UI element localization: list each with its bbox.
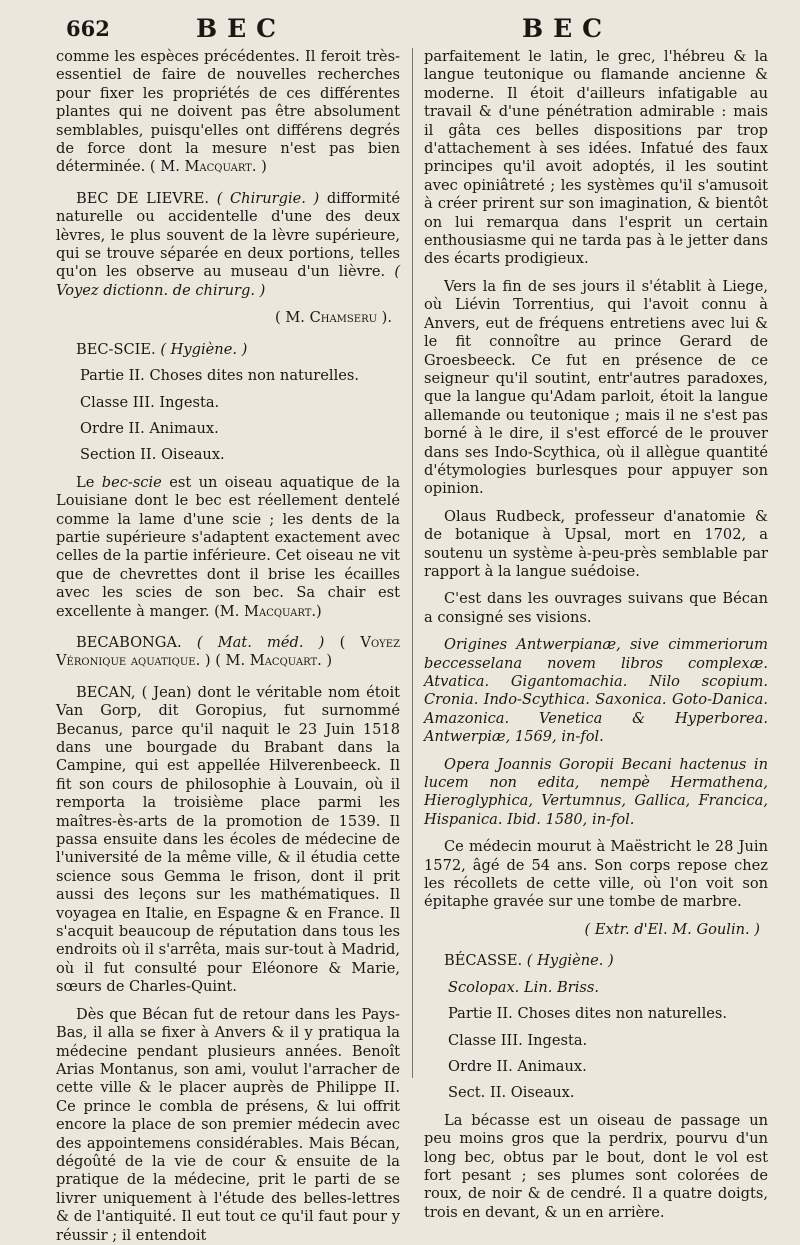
entry-text: La bécasse est un oiseau de passage un peu moins gros que la perdrix, pourvu d'un long bec, obtus par le bout, dont le vol est fort pesant ; ses plumes sont colorées de roux, de noir & de cendré. Il a quatre doigts, trois en devant, & un en arrière. — [424, 1111, 768, 1221]
entry-title: BEC DE LIEVRE. — [76, 189, 210, 207]
cross-reference: ( Voyez dictionn. de chirurg. ) — [56, 263, 401, 299]
author-credit — [56, 309, 400, 327]
continuation-text: comme les espèces précédentes. Il feroit très-essentiel de faire de nouvelles recherches pour fixer les propriétés de ces différentes plantes qui ne doivent pas être absolument semblables, puisqu'elles ont différens degrés de force dont la mesure n'est pas bien déterminée. — [56, 48, 400, 176]
bibliography-item — [424, 636, 768, 746]
entry-text: Vers la fin de ses jours il s'établit à Liege, où Liévin Torrentius, qui l'avoit connu à Anvers, eut de fréquens entretiens avec lui & le fit connoître au prince Gerard de Groesbeeck. Ce fut en présence de ce seigneur qu'il soutint, entr'autres paradoxes, que la langue qu'Adam parloit, étoit la langue allemande ou teutonique ; mais il ne s'est pas borné à le dire, il s'est efforcé de le prouver dans ses Indo-Scythica, où il allègue quantité d'étymologies burlesques pour appuyer son opinion. — [424, 277, 768, 498]
cross-reference: ( Voyez Véronique aquatique. ) — [56, 633, 401, 670]
classification-line: Ordre II. Animaux. — [448, 1057, 587, 1075]
author-credit: ( M. Macquart. ) — [149, 158, 267, 176]
right-column — [424, 48, 768, 1222]
scientific-name: Scolopax. Lin. Briss. — [448, 978, 599, 996]
citation: Origines Antwerpianæ, sive cimmeriorum beccesselana novem libros complexæ. Atvatica. Gigantomachia. Nilo scopium. Cronia. Indo-Scythica. Saxonica. Goto-Danica. Amazonica. Venetica & Hyperborea. Antwerpiæ, 1569, in-fol. — [424, 636, 768, 746]
classification-line: Partie II. Choses dites non naturelles. — [448, 1005, 727, 1023]
entry-category: ( Hygiène. ) — [526, 952, 614, 970]
author-credit — [424, 921, 768, 939]
entry-bec-scie-title — [56, 341, 400, 359]
entry-title: BECAN, — [76, 683, 136, 701]
author-name: ( M. Chamseru ). — [275, 309, 392, 327]
entry-text — [56, 474, 400, 621]
entry-continuation — [56, 48, 400, 177]
entry-becan — [56, 684, 400, 997]
entry-becasse-title — [424, 952, 768, 970]
entry-text: difformité naturelle ou accidentelle d'une des deux lèvres, le plus souvent de la lèvre supérieure, qui se trouve séparée en deux portions, telles qu'on les observe au museau d'un lièvre. — [56, 189, 400, 281]
classification-line: Partie II. Choses dites non naturelles. — [80, 367, 359, 385]
entry-text: C'est dans les ouvrages suivans que Bécan a consigné ses visions. — [424, 590, 768, 626]
classification-line: Classe III. Ingesta. — [80, 393, 220, 411]
entry-text: Olaus Rudbeck, professeur d'anatomie & de botanique à Upsal, mort en 1702, a soutenu un système à-peu-près semblable par rapport à la langue suédoise. — [424, 507, 768, 580]
entry-text: Dès que Bécan fut de retour dans les Pays-Bas, il alla se fixer à Anvers & il y pratiqua la médecine pendant plusieurs années. Benoît Arias Montanus, son ami, voulut l'arracher de cette ville & le placer auprès de Philippe II. Ce prince le combla de présens, & lui offrit encore la place de son premier médecin avec des appointemens considérables. Mais Bécan, dégoûté de la vie de cour & ensuite de la pratique de la médecine, prit le parti de se livrer uniquement à l'étude des belles-lettres & de l'antiquité. Il eut tout ce qu'il faut pour y réussir ; il entendoit — [56, 1005, 400, 1244]
column-divider — [412, 48, 413, 1078]
entry-category: ( Mat. méd. ) — [196, 633, 325, 651]
text-run: est un oiseau aquatique de la Louisiane dont le bec est réellement dentelé comme la lame d'une scie ; les dents de la partie supérieure s'adaptent exactement avec celles de la partie inférieure. Cet oiseau ne vit que de chevrettes dont il brise les écailles avec les scies de son bec. Sa chair est excellente à manger. — [56, 473, 401, 620]
classification-line — [424, 979, 768, 997]
entry-category: ( Chirurgie. ) — [216, 189, 320, 207]
classification-line: Ordre II. Animaux. — [80, 419, 219, 437]
entry-category: ( Hygiène. ) — [160, 340, 248, 358]
entry-bec-de-lievre — [56, 190, 400, 300]
left-column — [56, 48, 400, 1245]
classification-line: Sect. II. Oiseaux. — [448, 1084, 575, 1102]
entry-text: ( Jean) dont le véritable nom étoit Van Gorp, dit Goropius, fut surnommé Becanus, parce qu'il naquit le 23 Juin 1518 dans une bourgade du Brabant dans la Campine, qui est appellée Hilverenbeeck. Il fit son cours de philosophie à Louvain, où il remporta la troisième place parmi les maîtres-ès-arts de la promotion de 1539. Il passa ensuite dans les écoles de médecine de l'université de la même ville, & il étudia cette science sous Gemma le frison, dont il prit aussi des leçons sur les mathématiques. Il voyagea en Italie, en Espagne & en France. Il s'acquit beaucoup de réputation dans tous les endroits où il s'arrêta, mais sur-tout à Madrid, où il fut consulté pour Eléonore & Marie, sœurs de Charles-Quint. — [56, 683, 400, 996]
italic-term: bec-scie — [101, 473, 162, 491]
page-number: 662 — [66, 16, 110, 41]
text-run: Le — [76, 473, 95, 491]
author-credit: (M. Macquart.) — [214, 602, 322, 620]
running-header-right: BEC — [522, 14, 613, 43]
author-name: ( Extr. d'El. M. Goulin. ) — [584, 920, 760, 938]
entry-text: Ce médecin mourut à Maëstricht le 28 Juin 1572, âgé de 54 ans. Son corps repose chez les récollets de cette ville, où l'on voit son épitaphe gravée sur une tombe de marbre. — [424, 838, 768, 911]
author-credit: ( M. Macquart. ) — [215, 652, 333, 670]
classification-line: Section II. Oiseaux. — [80, 446, 225, 464]
entry-title: BECABONGA. — [76, 633, 182, 651]
entry-becabonga — [56, 634, 400, 671]
classification-line: Classe III. Ingesta. — [448, 1031, 588, 1049]
entry-title: BEC-SCIE. — [76, 340, 156, 358]
bibliography-item — [424, 756, 768, 830]
entry-title: BÉCASSE. — [444, 952, 523, 970]
entry-text: parfaitement le latin, le grec, l'hébreu & la langue teutonique ou flamande ancienne & moderne. Il étoit d'ailleurs infatigable au travail & d'une pénétration admirable : mais il gâta ces belles dispositions par trop d'attachement à ses idées. Infatué des faux principes qu'il avoit adoptés, il les soutint avec opiniâtreté ; les systèmes qu'il s'amusoit à créer prirent sur son imagination, & bientôt on lui remarqua dans l'esprit un certain enthousiasme qui ne tarda pas à le jetter dans des écarts prodigieux. — [424, 48, 768, 268]
citation: Opera Joannis Goropii Becani hactenus in lucem non edita, nempè Hermathena, Hieroglyphica, Vertumnus, Gallica, Francica, Hispanica. Ibid. 1580, in-fol. — [424, 755, 768, 828]
running-header-left: BEC — [196, 14, 287, 43]
